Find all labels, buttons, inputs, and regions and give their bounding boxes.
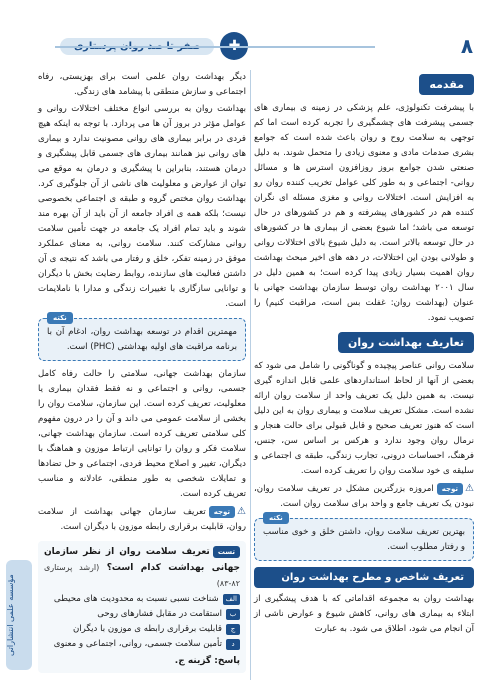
question-title bbox=[44, 545, 240, 592]
note-tag: نکته bbox=[47, 312, 73, 324]
option-key: الف bbox=[223, 594, 240, 605]
option-text: استقامت در مقابل فشارهای روحی bbox=[97, 609, 222, 619]
note-box-phc bbox=[38, 314, 246, 361]
tip-paragraph bbox=[254, 481, 474, 512]
option-d bbox=[44, 637, 240, 652]
left-paragraph-3: سازمان بهداشت جهانی، سلامتی را حالت رفاه کامل جسمی، روانی و اجتماعی و نه فقط فقدان بیماری یا معلولیت، تعریف کرده است. این سازمان، سلامت روان را بخشی از سلامت عمومی می داند و آن را در درون مفهوم کلی سلامتی تعریف کرده است. سازمان بهداشت جهانی، سلامت فکر و روان را توانایی ارتباط موزون و هماهنگ با دیگران، تغییر و اصلاح محیط فردی، اجتماعی و حل تضادها و تمایلات شخصی به طور منطقی، عادلانه و مناسب تعریف کرده است. bbox=[38, 369, 246, 499]
definitions-paragraph: سلامت روانی عناصر پیچیده و گوناگونی را شامل می شود که بعضی از آنها از لحاظ استانداردهای علمی قابل اندازه گیری نیست. به همین دلیل یک تعریف واحد از سلامت روان ارائه نشده است. مشکل تعریف سلامت و بیماری روان به این دلیل است که هنوز تعریف صحیح و قابل قبولی برای حالت هنجار و نرمال روان وجود ندارد و هرکس بر اساس سن، جنس، فرهنگ، احساسات درونی، تجارب زندگی، طبقه ی اجتماعی و سلیقه ی خود سلامت روان را تعریف کرده است. bbox=[254, 361, 474, 476]
note-text: بهترین تعریف سلامت روان، داشتن خلق و خوی مناسب و رفتار مطلوب است. bbox=[263, 527, 465, 552]
definitions-heading: تعاریف بهداشت روان bbox=[338, 332, 474, 353]
note-box bbox=[254, 514, 474, 561]
warning-icon: ⚠ bbox=[465, 483, 474, 494]
option-key: ج bbox=[226, 624, 240, 635]
tip-paragraph bbox=[38, 504, 246, 535]
option-text: قابلیت برقراری رابطه ی موزون با دیگران bbox=[72, 624, 222, 634]
question-reference: (ارشد پرستاری ۸۲-۸۳) bbox=[44, 563, 240, 588]
test-question bbox=[38, 541, 246, 673]
note-tag: نکته bbox=[263, 512, 289, 524]
header-divider bbox=[55, 46, 375, 48]
option-c bbox=[44, 622, 240, 637]
left-paragraph-2: بهداشت روان به بررسی انواع مختلف اختلالات روانی و عوامل مؤثر در بروز آن ها می پردازد. با توجه به اینکه هیچ فردی در برابر بیماری های روانی مصونیت ندارد و بیماری های روانی نیز همانند بیماری های جسمی قابل پیشگیری و درمان هستند، بنابراین با پیشگیری و درمان به موقع می توان از عوارض و معلولیت های ناشی از آن جلوگیری کرد. بهداشت روان مختص گروه و طبقه ی اجتماعی بخصوصی نیست؛ بلکه همه ی افراد جامعه از آن باید از آن بهره مند شوند و باید تمام افراد یک جامعه در جهت تأمین سلامت روانی مشارکت کنند. سلامت روانی، به معنای عملکرد موفق در زمینه تفکر، خلق و رفتار می باشد که نتیجه ی آن داشتن فعالیت های سازنده، روابط رضایت بخش با دیگران و توانایی سازگاری با تغییرات زندگی و مدارا با ناملایمات است. bbox=[38, 104, 246, 309]
note-text: مهمترین اقدام در توسعه بهداشت روان، ادغام آن با برنامه مراقبت های اولیه بهداشتی (PHC) است. bbox=[47, 327, 237, 352]
side-strip-text: مؤسسه علمی انتشاراتی bbox=[6, 574, 15, 656]
left-column bbox=[38, 70, 246, 673]
test-badge: تست bbox=[213, 546, 240, 558]
principles-paragraph: بهداشت روان به مجموعه اقداماتی که با هدف پیشگیری از ابتلاء به بیماری های روانی، کاهش شیوع و عوارض ناشی از آن انجام می شود، اطلاق می شود. به عبارت bbox=[254, 594, 474, 634]
option-text: شناخت نسبی نسبت به محدودیت های محیطی bbox=[53, 594, 219, 604]
option-b bbox=[44, 607, 240, 622]
option-key: د bbox=[226, 639, 240, 650]
tip-text: تعریف سازمان جهانی بهداشت از سلامت روان، قابلیت برقراری رابطه موزون با دیگران است. bbox=[38, 507, 246, 532]
intro-heading: مقدمه bbox=[419, 74, 474, 95]
warning-icon: ⚠ bbox=[237, 506, 246, 517]
question-text: تعریف سلامت روان از نظر سازمان جهانی بهداشت کدام است؟ bbox=[44, 547, 240, 573]
intro-paragraph: با پیشرفت تکنولوژی، علم پزشکی در زمینه ی بیماری های جسمی پیشرفت های چشمگیری را تجربه کرده است اما کم توجهی به سلامت روح و روان باعث شده است که جوامع بشری صدمات مادی و معنوی زیادی را متحمل شوند. به دلیل صنعتی شدن جوامع بروز روزافزون استرس ها و مسائل روانی- اجتماعی و به طور کلی عوامل تخریب کننده روان رو به افزایش است. اختلالات روانی و مغزی مسئله ای نگران کننده هم در کشورهای پیشرفته و هم در کشورهای در حال توسعه می باشد؛ اما شیوع بعضی از بیماری ها در کشورهای در حال توسعه بالاتر است. به دلیل شیوع بالای اختلالات روانی و طولانی بودن این اختلالات، در دهه های اخیر مبحث بهداشت روان اهمیت بسیار زیادی پیدا کرده است؛ به همین دلیل در سال ۲۰۰۱ بهداشت روان توسط سازمان بهداشت جهانی با عنوان (بهداشت روان: غفلت بس است، مراقبت کنیم) را تصویب نمود. bbox=[254, 103, 474, 323]
option-text: تأمین سلامت جسمی، روانی، اجتماعی و معنوی bbox=[53, 639, 222, 649]
principles-heading: تعریف شاخص و مطرح بهداشت روان bbox=[254, 567, 474, 588]
left-paragraph-1: دیگر بهداشت روان علمی است برای بهزیستی، رفاه اجتماعی و سازش منطقی با پیشامد های زندگی. bbox=[38, 72, 246, 97]
option-key: ب bbox=[226, 609, 240, 620]
tip-badge: توجه bbox=[437, 483, 463, 495]
right-column bbox=[254, 70, 474, 639]
option-a bbox=[44, 592, 240, 607]
tip-text: امروزه بزرگترین مشکل در تعریف سلامت روان، نبودن یک تعریف جامع و واحد برای سلامت روان است. bbox=[254, 484, 474, 509]
page-number: ۸ bbox=[460, 34, 474, 58]
answer-text: پاسخ: گزینه ج. bbox=[174, 656, 240, 666]
column-divider bbox=[250, 70, 251, 680]
tip-badge: توجه bbox=[209, 506, 235, 518]
